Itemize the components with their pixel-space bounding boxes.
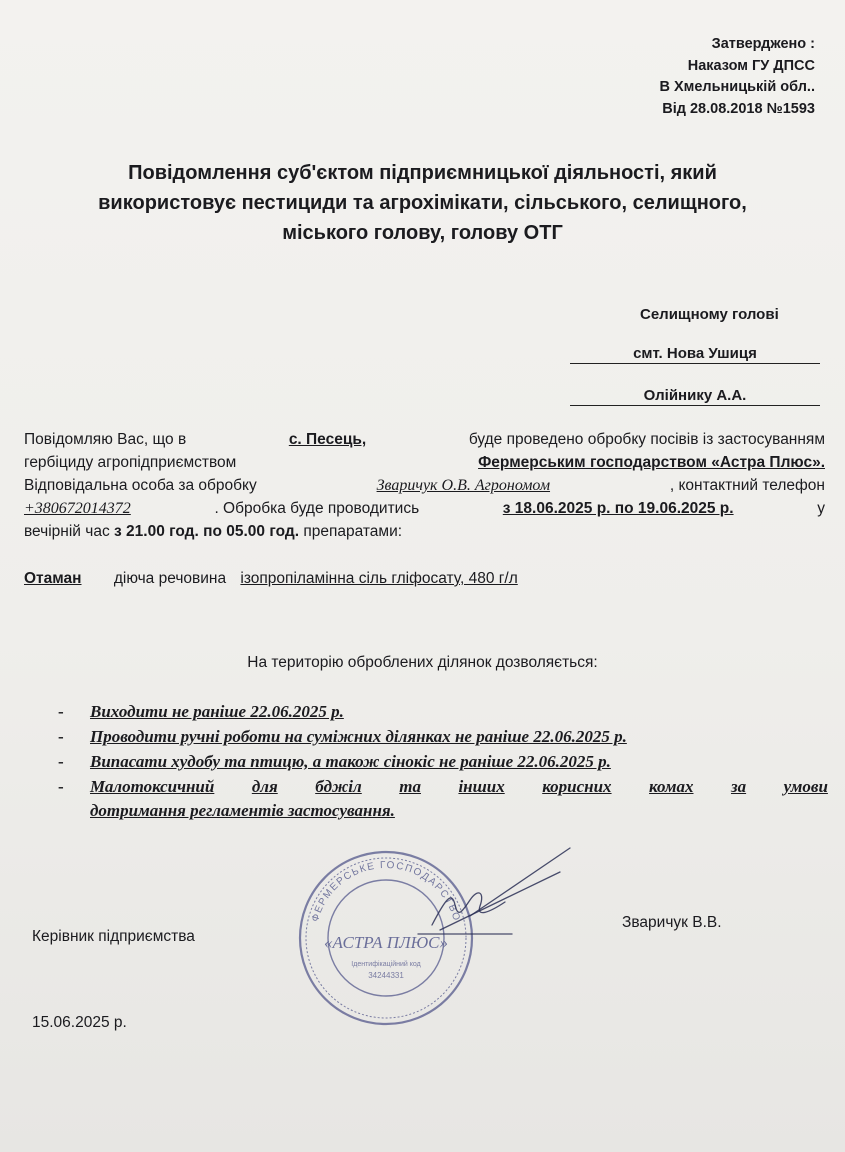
- treatment-dates: з 18.06.2025 р. по 19.06.2025 р.: [502, 500, 734, 517]
- signatory-name: Зваричук В.В.: [622, 914, 722, 931]
- list-item: [58, 699, 828, 724]
- notice-body: [24, 428, 825, 543]
- approval-line-4: Від 28.08.2018 №1593: [662, 100, 815, 117]
- body-text: Повідомляю Вас, що в: [24, 431, 187, 448]
- preparation-name: Отаман: [24, 570, 82, 587]
- body-text: . Обробка буде проводитись: [214, 500, 420, 517]
- body-line-1: [24, 428, 825, 451]
- stamp-top-text: ФЕРМЕРСЬКЕ ГОСПОДАРСТВО: [309, 859, 463, 924]
- body-line-3: [24, 474, 825, 497]
- approval-block: [659, 34, 815, 120]
- responsible-person: Зваричук О.В. Агрономом: [376, 477, 551, 494]
- list-item-line-1: [90, 774, 828, 799]
- word: бджіл: [315, 777, 362, 796]
- body-line-5: [24, 520, 825, 543]
- body-text: буде проведено обробку посівів із застосуванням: [468, 431, 825, 448]
- signature-stroke: [470, 848, 570, 916]
- allowed-heading: На територію оброблених ділянок дозволяється:: [247, 654, 598, 671]
- word: умови: [783, 777, 828, 796]
- body-text: гербіциду агропідприємством: [24, 454, 237, 471]
- word: комах: [649, 777, 694, 796]
- body-text: Відповідальна особа за обробку: [24, 477, 257, 494]
- preparation-line: [24, 570, 518, 588]
- list-item: [58, 774, 828, 823]
- signature-label: Керівник підприємства: [32, 928, 195, 945]
- title-line-3: міського голову, голову ОТГ: [282, 222, 563, 244]
- list-item-text: Виходити не раніше 22.06.2025 р.: [90, 702, 344, 721]
- body-text: вечірній час: [24, 523, 110, 540]
- document-date: 15.06.2025 р.: [32, 1014, 127, 1031]
- company-stamp: [296, 848, 476, 1028]
- list-item: [58, 724, 828, 749]
- list-item-text: Випасати худобу та птицю, а також сінокіс не раніше 22.06.2025 р.: [90, 752, 611, 771]
- active-substance: ізопропіламінна сіль гліфосату, 480 г/л: [240, 570, 518, 587]
- list-item-text: Проводити ручні роботи на суміжних ділянках не раніше 22.06.2025 р.: [90, 727, 627, 746]
- treatment-time: з 21.00 год. по 05.00 год.: [114, 523, 300, 540]
- company-name: Фермерським господарством «Астра Плюс».: [478, 454, 825, 471]
- preparation-label: діюча речовина: [113, 570, 227, 587]
- title-line-1: Повідомлення суб'єктом підприємницької діяльності, який: [128, 162, 717, 184]
- stamp-code-label: Ідентифікаційний код: [351, 961, 421, 968]
- village-name: с. Песець,: [288, 431, 367, 448]
- list-item-text: дотримання регламентів застосування.: [90, 801, 395, 820]
- word: інших: [458, 777, 505, 796]
- word: та: [399, 777, 421, 796]
- body-text: , контактний телефон: [669, 477, 825, 494]
- body-line-4: [24, 497, 825, 520]
- word: за: [730, 777, 747, 796]
- word: для: [251, 777, 278, 796]
- title-line-2: використовує пестициди та агрохімікати, сільського, селищного,: [98, 192, 747, 214]
- phone-number: +380672014372: [24, 500, 131, 517]
- addressee-line-3: Олійнику А.А.: [570, 387, 820, 406]
- approval-line-3: В Хмельницькій обл..: [659, 79, 815, 95]
- stamp-center-text: «АСТРА ПЛЮС»: [324, 933, 448, 952]
- approval-line-1: Затверджено :: [711, 36, 815, 52]
- addressee-line-1: Селищному голові: [640, 306, 779, 323]
- body-line-2: [24, 451, 825, 474]
- addressee-line-2: смт. Нова Ушиця: [570, 345, 820, 364]
- stamp-code: 34244331: [368, 971, 404, 980]
- body-text: у: [817, 500, 825, 517]
- body-text: препаратами:: [303, 523, 403, 540]
- approval-line-2: Наказом ГУ ДПСС: [687, 57, 815, 74]
- word: корисних: [542, 777, 612, 796]
- document-title: [20, 158, 825, 248]
- list-item: [58, 749, 828, 774]
- list-item-line-2: [90, 799, 828, 823]
- allowed-list: [58, 699, 828, 823]
- word: - Малотоксичний: [90, 777, 215, 796]
